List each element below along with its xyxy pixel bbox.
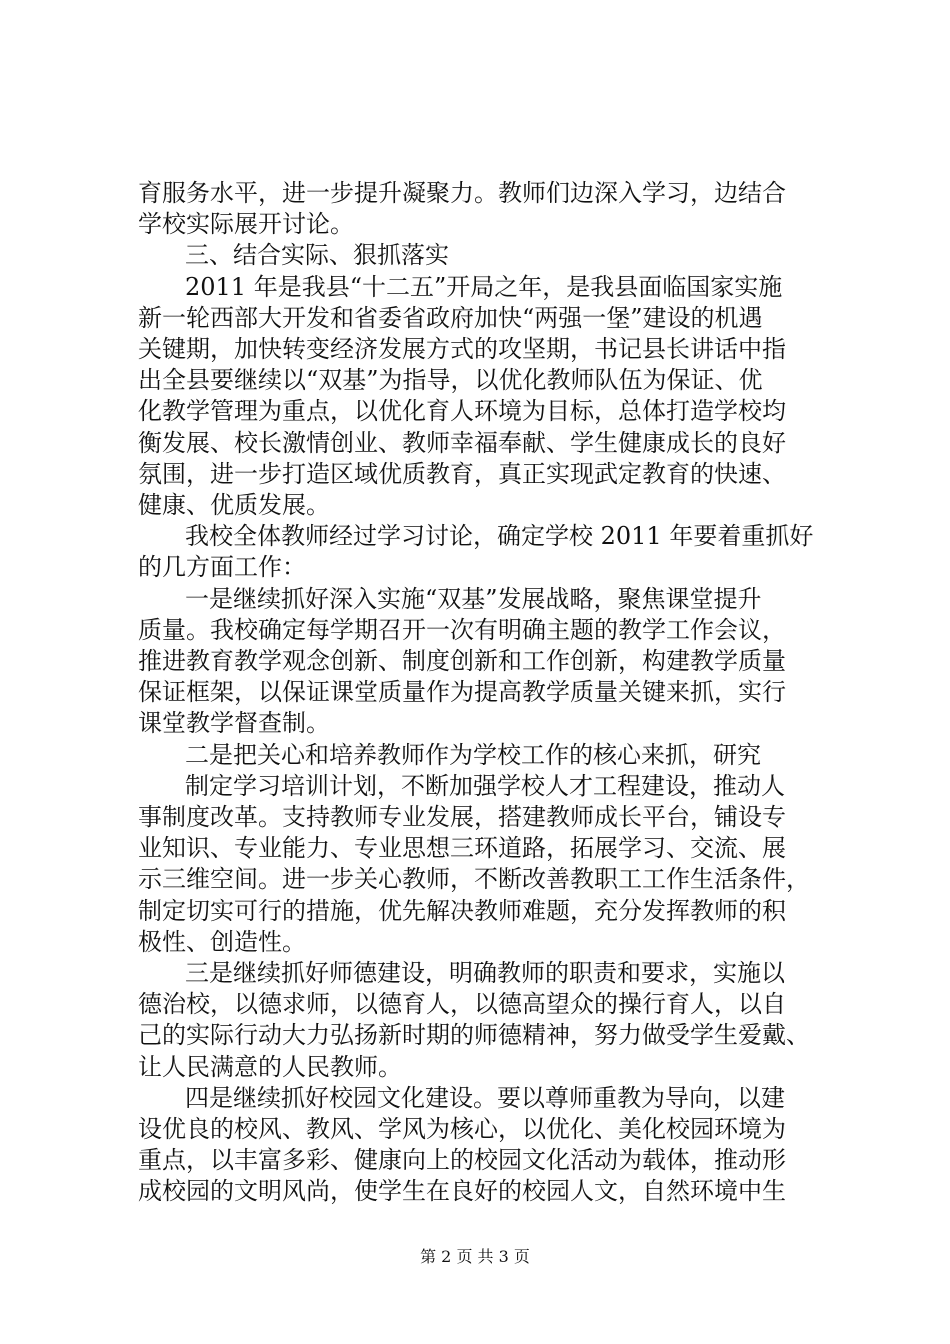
text-line: 育服务水平，进一步提升凝聚力。教师们边深入学习，边结合 bbox=[138, 179, 786, 207]
text-line: 己的实际行动大力弘扬新时期的师德精神，努力做受学生爱戴、 bbox=[138, 1021, 810, 1050]
text-line: 成校园的文明风尚，使学生在良好的校园人文，自然环境中生 bbox=[138, 1177, 786, 1206]
text-line: 一是继续抓好深入实施“双基”发展战略，聚焦课堂提升 bbox=[185, 584, 762, 613]
text-line: 事制度改革。支持教师专业发展，搭建教师成长平台，铺设专 bbox=[138, 803, 786, 831]
section-heading: 三、结合实际、狠抓落实 bbox=[185, 241, 449, 270]
text-line: 设优良的校风、教风、学风为核心，以优化、美化校园环境为 bbox=[138, 1115, 786, 1143]
text-line: 保证框架，以保证课堂质量作为提高教学质量关键来抓，实行 bbox=[138, 678, 786, 707]
text-line: 二是把关心和培养教师作为学校工作的核心来抓，研究 bbox=[185, 740, 761, 769]
text-line: 衡发展、校长激情创业、教师幸福奉献、学生健康成长的良好 bbox=[138, 428, 786, 457]
text-line: 学校实际展开讨论。 bbox=[138, 210, 354, 239]
text-line: 健康、优质发展。 bbox=[138, 491, 330, 519]
page-number-footer: 第 2 页 共 3 页 bbox=[420, 1247, 530, 1266]
text-line: 业知识、专业能力、专业思想三环道路，拓展学习、交流、展 bbox=[138, 834, 786, 863]
text-line: 化教学管理为重点，以优化育人环境为目标，总体打造学校均 bbox=[138, 397, 786, 426]
text-line: 新一轮西部大开发和省委省政府加快“两强一堡”建设的机遇 bbox=[138, 303, 763, 332]
text-line: 极性、创造性。 bbox=[138, 927, 306, 956]
text-line: 课堂教学督查制。 bbox=[138, 709, 330, 738]
text-line: 氛围，进一步打造区域优质教育，真正实现武定教育的快速、 bbox=[138, 459, 786, 488]
text-line: 推进教育教学观念创新、制度创新和工作创新，构建教学质量 bbox=[138, 647, 786, 675]
text-line: 关键期，加快转变经济发展方式的攻坚期，书记县长讲话中指 bbox=[138, 335, 786, 363]
text-line: 三是继续抓好师德建设，明确教师的职责和要求，实施以 bbox=[185, 959, 785, 987]
text-line: 质量。我校确定每学期召开一次有明确主题的教学工作会议， bbox=[138, 615, 786, 644]
text-line: 的几方面工作： bbox=[138, 553, 306, 582]
text-line: 德治校，以德求师，以德育人，以德高望众的操行育人，以自 bbox=[138, 990, 786, 1019]
text-line: 让人民满意的人民教师。 bbox=[138, 1052, 402, 1081]
text-line: 2011 年是我县“十二五”开局之年，是我县面临国家实施 bbox=[185, 272, 783, 301]
text-line: 出全县要继续以“双基”为指导，以优化教师队伍为保证、优 bbox=[138, 366, 763, 395]
text-line: 四是继续抓好校园文化建设。要以尊师重教为导向，以建 bbox=[185, 1083, 785, 1112]
text-line: 重点，以丰富多彩、健康向上的校园文化活动为载体，推动形 bbox=[138, 1146, 786, 1175]
text-line: 我校全体教师经过学习讨论，确定学校 2011 年要着重抓好 bbox=[185, 522, 814, 551]
text-line: 制定切实可行的措施，优先解决教师难题，充分发挥教师的积 bbox=[138, 896, 786, 925]
text-line: 示三维空间。进一步关心教师，不断改善教职工工作生活条件， bbox=[138, 865, 810, 894]
text-line: 制定学习培训计划，不断加强学校人才工程建设，推动人 bbox=[185, 771, 785, 800]
